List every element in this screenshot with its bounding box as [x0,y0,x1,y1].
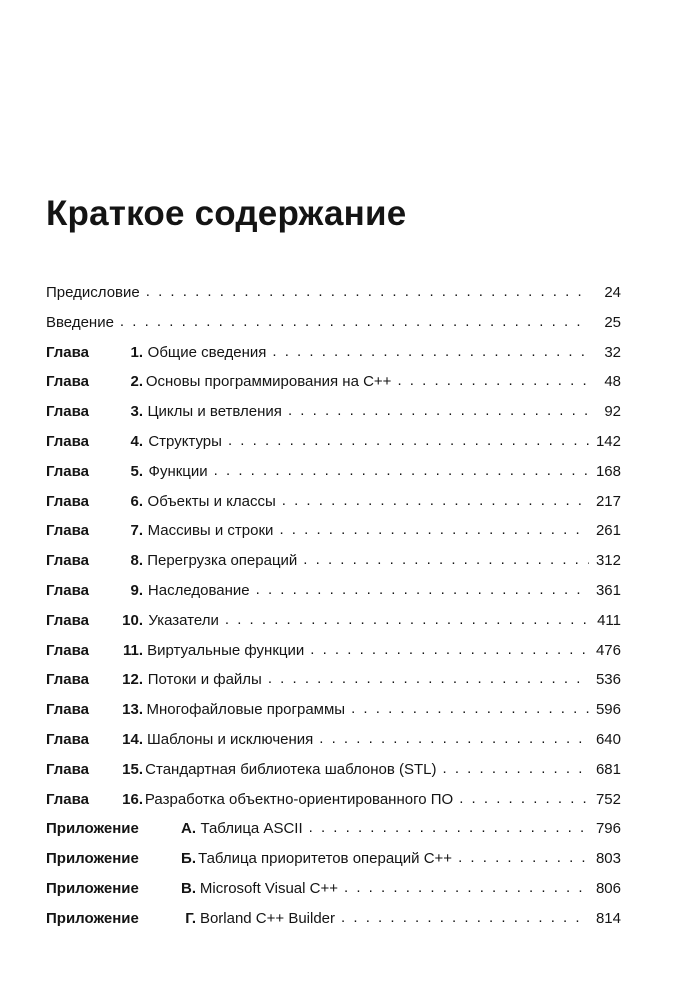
toc-entry [46,457,621,487]
entry-kind: Глава [46,373,89,391]
entry-kind: Приложение [46,850,139,868]
page-number: 24 [604,284,621,301]
entry-number: А. [181,820,196,838]
dot-leader [341,903,589,933]
entry-number: 3. [130,403,143,421]
entry-title: Виртуальные функции [147,641,305,659]
toc-entry [46,338,621,368]
entry-label [46,457,143,487]
entry-title: Многофайловые программы [146,701,346,719]
entry-label [46,904,196,934]
entry-title: Циклы и ветвления [147,403,282,421]
toc-entry [46,367,621,397]
entry-label [46,606,143,636]
entry-title: Основы программирования на C++ [145,373,392,391]
entry-label [46,665,143,695]
dot-leader [272,337,589,367]
entry-number: 13. [122,701,143,719]
entry-title: Структуры [148,432,222,450]
entry-kind: Глава [46,552,89,570]
entry-kind: Глава [46,760,89,778]
entry-kind: Глава [46,403,89,421]
entry-label [46,338,143,368]
toc-entry [46,755,621,785]
page-number: 48 [604,373,621,391]
toc-entry [46,874,621,904]
page-number: 361 [595,581,621,599]
entry-number: 12. [122,671,143,689]
entry-kind: Глава [46,671,89,689]
page-number: 142 [595,432,621,450]
dot-leader [310,635,589,665]
dot-leader [282,486,589,516]
entry-number: 14. [122,730,143,748]
entry-label [46,844,196,874]
dot-leader [397,366,589,396]
entry-title: Массивы и строки [147,522,274,540]
page-number: 796 [595,820,621,838]
page-number: 217 [595,492,621,510]
dot-leader [319,724,589,754]
page-number: 168 [595,462,621,480]
entry-kind: Глава [46,611,89,629]
page-number: 814 [595,909,621,927]
dot-leader [214,456,589,486]
toc-entry [46,814,621,844]
dot-leader [288,396,589,426]
page-number: 476 [595,641,621,659]
page-number: 92 [604,403,621,421]
dot-leader [443,754,589,784]
page-number: 261 [595,522,621,540]
entry-label [46,487,143,517]
toc-entry [46,785,621,815]
page-number: 752 [595,790,621,808]
entry-title: Разработка объектно-ориентированного ПО [144,790,454,808]
dot-leader [351,694,589,724]
entry-kind: Глава [46,790,89,808]
toc-entry [46,844,621,874]
entry-label [46,367,143,397]
entry-number: 5. [130,462,143,480]
entry-label [46,755,143,785]
entry-title: Функции [148,462,208,480]
toc-entry [46,725,621,755]
toc-entry [46,665,621,695]
page-number: 596 [595,701,621,719]
entry-label [46,814,196,844]
entry-kind: Глава [46,701,89,719]
page-title: Краткое содержание [46,194,407,233]
page-number: 806 [595,879,621,897]
entry-kind: Глава [46,641,89,659]
entry-number: 6. [130,492,143,510]
entry-number: 9. [130,581,143,599]
toc-entry [46,278,621,308]
entry-kind: Глава [46,432,89,450]
entry-title: Предисловие [46,284,140,301]
toc-entry [46,576,621,606]
entry-kind: Глава [46,522,89,540]
toc-entry [46,606,621,636]
toc-entry [46,636,621,666]
dot-leader [309,813,589,843]
entry-kind: Глава [46,581,89,599]
entry-title: Потоки и файлы [147,671,262,689]
page-number: 536 [595,671,621,689]
entry-label [46,874,196,904]
dot-leader [256,575,589,605]
entry-title: Общие сведения [147,343,267,361]
entry-title: Borland C++ Builder [199,909,336,927]
entry-title: Наследование [147,581,250,599]
page-number: 25 [604,313,621,331]
page-number: 803 [595,850,621,868]
entry-kind: Приложение [46,879,139,897]
entry-number: 7. [130,522,143,540]
entry-number: 10. [122,611,143,629]
entry-title: Таблица ASCII [200,820,303,838]
entry-number: В. [181,879,196,897]
entry-label [46,785,143,815]
entry-label [46,427,143,457]
table-of-contents [46,278,621,934]
dot-leader [120,307,589,337]
entry-title: Таблица приоритетов операций C++ [198,850,453,868]
entry-number: 2. [130,373,143,391]
entry-number: 15. [122,760,143,778]
entry-number: 8. [130,552,143,570]
dot-leader [146,277,589,307]
dot-leader [228,426,589,456]
toc-entry [46,546,621,576]
toc-entry [46,427,621,457]
entry-number: 1. [130,343,143,361]
entry-label [46,546,143,576]
dot-leader [268,664,589,694]
page-number: 32 [604,343,621,361]
entry-number: Б. [181,850,196,868]
entry-title: Перегрузка операций [147,552,298,570]
toc-entry [46,904,621,934]
entry-label [46,576,143,606]
toc-entry [46,397,621,427]
entry-label [46,397,143,427]
entry-label [46,725,143,755]
page-number: 312 [595,552,621,570]
entry-title: Стандартная библиотека шаблонов (STL) [145,760,437,778]
entry-title: Microsoft Visual C++ [199,879,339,897]
entry-title: Указатели [148,611,219,629]
page-number: 681 [595,760,621,778]
toc-entry [46,516,621,546]
entry-kind: Приложение [46,820,139,838]
entry-number: Г. [185,909,196,927]
dot-leader [225,605,589,635]
page-number: 640 [595,730,621,748]
entry-kind: Глава [46,492,89,510]
entry-label [46,695,143,725]
entry-label [46,636,143,666]
entry-kind: Приложение [46,909,139,927]
entry-title: Шаблоны и исключения [146,730,314,748]
entry-label [46,516,143,546]
page-number: 411 [597,611,621,629]
entry-title: Введение [46,313,114,331]
toc-entry [46,695,621,725]
entry-number: 4. [130,432,143,450]
dot-leader [458,843,589,873]
dot-leader [344,873,589,903]
entry-number: 11. [122,641,143,659]
toc-entry [46,308,621,338]
dot-leader [279,515,589,545]
entry-kind: Глава [46,730,89,748]
entry-kind: Глава [46,343,89,361]
entry-number: 16. [122,790,143,808]
entry-kind: Глава [46,462,89,480]
toc-entry [46,487,621,517]
dot-leader [303,545,589,575]
entry-title: Объекты и классы [147,492,276,510]
dot-leader [459,784,589,814]
